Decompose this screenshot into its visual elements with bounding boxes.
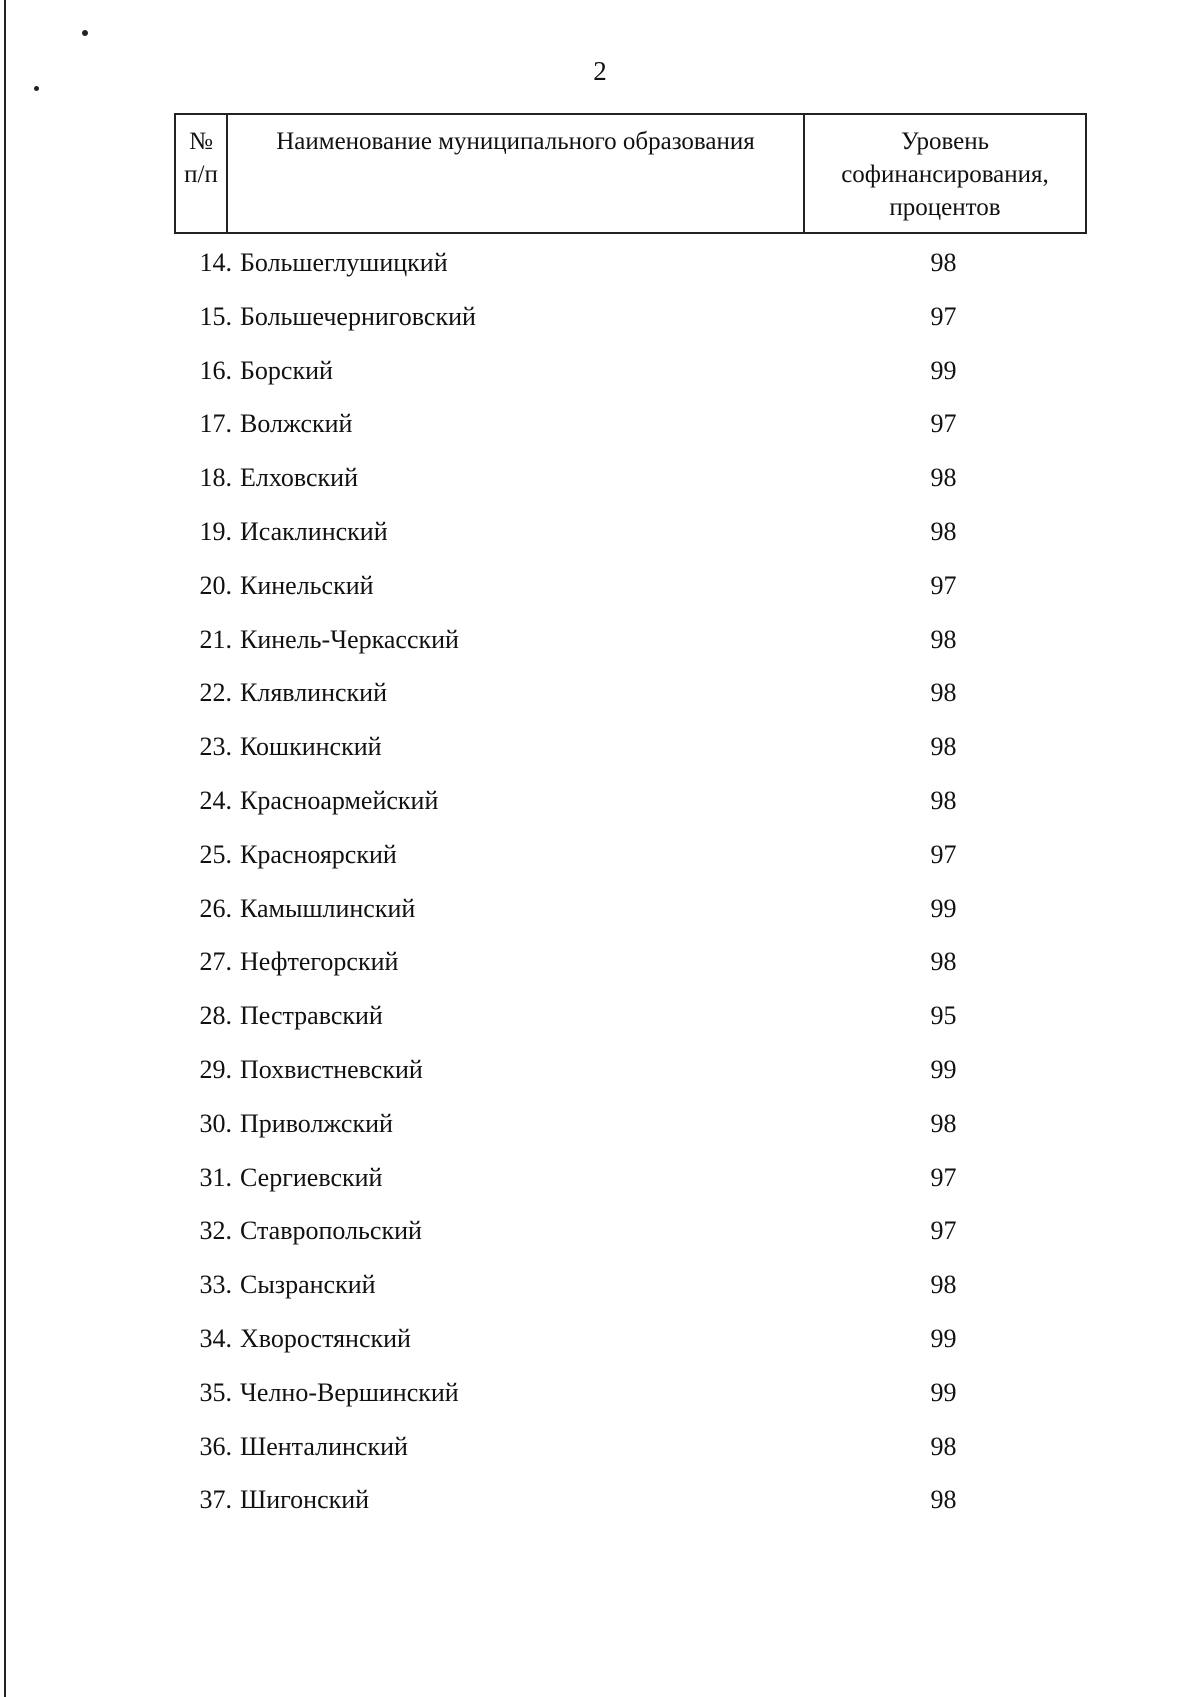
row-number: 14. bbox=[199, 248, 232, 277]
row-number: 29. bbox=[199, 1054, 232, 1084]
municipality-name: Сергиевский bbox=[240, 1162, 383, 1192]
table-row bbox=[174, 620, 1087, 674]
row-number: 19. bbox=[199, 516, 232, 546]
scan-speck bbox=[34, 86, 39, 91]
cofinancing-level: 98 bbox=[930, 1485, 957, 1515]
header-name: Наименование муниципального образования bbox=[227, 114, 804, 233]
municipality-name: Большеглушицкий bbox=[240, 248, 448, 277]
table-row bbox=[174, 835, 1087, 889]
table-row bbox=[174, 1319, 1087, 1373]
table-row bbox=[174, 351, 1087, 405]
header-row bbox=[175, 114, 1086, 233]
cofinancing-level: 98 bbox=[930, 947, 957, 977]
cofinancing-level: 97 bbox=[930, 1162, 957, 1192]
cofinancing-level: 98 bbox=[930, 1270, 957, 1300]
table-header bbox=[174, 113, 1087, 234]
row-number: 17. bbox=[199, 409, 232, 439]
table-row bbox=[174, 889, 1087, 943]
cofinancing-level: 97 bbox=[930, 1216, 957, 1246]
municipality-name: Исаклинский bbox=[240, 516, 388, 546]
header-number: № п/п bbox=[175, 114, 227, 233]
cofinancing-level: 98 bbox=[930, 1431, 957, 1461]
table-body bbox=[174, 243, 1087, 1534]
row-number: 23. bbox=[199, 732, 232, 762]
cofinancing-level: 97 bbox=[930, 409, 957, 439]
row-number: 34. bbox=[199, 1323, 232, 1353]
table-row bbox=[174, 1480, 1087, 1534]
table-row bbox=[174, 404, 1087, 458]
cofinancing-level: 98 bbox=[930, 463, 957, 493]
row-number: 32. bbox=[199, 1216, 232, 1246]
municipality-name: Камышлинский bbox=[240, 893, 416, 923]
municipality-name: Красноармейский bbox=[240, 785, 439, 815]
table-row bbox=[174, 1104, 1087, 1158]
municipality-name: Шенталинский bbox=[240, 1431, 408, 1461]
row-number: 26. bbox=[199, 893, 232, 923]
municipality-name: Хворостянский bbox=[240, 1323, 411, 1353]
table-row bbox=[174, 1427, 1087, 1481]
table-row bbox=[174, 1050, 1087, 1104]
municipality-name: Кошкинский bbox=[240, 732, 382, 762]
cofinancing-level: 97 bbox=[930, 839, 957, 869]
row-number: 33. bbox=[199, 1270, 232, 1300]
municipality-name: Елховский bbox=[240, 463, 358, 493]
municipality-name: Сызранский bbox=[240, 1270, 376, 1300]
row-number: 15. bbox=[199, 301, 232, 331]
municipality-name: Клявлинский bbox=[240, 678, 388, 708]
cofinancing-level: 95 bbox=[930, 1001, 957, 1031]
cofinancing-level: 98 bbox=[930, 678, 957, 708]
municipality-name: Челно-Вершинский bbox=[240, 1377, 459, 1407]
cofinancing-level: 99 bbox=[930, 355, 957, 385]
cofinancing-level: 99 bbox=[930, 1323, 957, 1353]
row-number: 37. bbox=[199, 1485, 232, 1515]
table-row bbox=[174, 1158, 1087, 1212]
cofinancing-level: 98 bbox=[930, 516, 957, 546]
row-number: 21. bbox=[199, 624, 232, 654]
municipality-name: Приволжский bbox=[240, 1108, 393, 1138]
municipality-name: Кинельский bbox=[240, 570, 374, 600]
row-number: 36. bbox=[199, 1431, 232, 1461]
row-number: 35. bbox=[199, 1377, 232, 1407]
table-row bbox=[174, 942, 1087, 996]
scan-left-edge bbox=[4, 0, 6, 1697]
table-row bbox=[174, 297, 1087, 351]
table-row bbox=[174, 458, 1087, 512]
municipality-name: Кинель-Черкасский bbox=[240, 624, 459, 654]
row-number: 27. bbox=[199, 947, 232, 977]
row-number: 31. bbox=[199, 1162, 232, 1192]
cofinancing-level: 98 bbox=[930, 1108, 957, 1138]
cofinancing-level: 98 bbox=[930, 732, 957, 762]
row-number: 28. bbox=[199, 1001, 232, 1031]
cofinancing-level: 98 bbox=[930, 785, 957, 815]
municipality-name: Волжский bbox=[240, 409, 353, 439]
municipality-name: Пестравский bbox=[240, 1001, 383, 1031]
table-row bbox=[174, 243, 1087, 297]
municipality-name: Похвистневский bbox=[240, 1054, 423, 1084]
municipality-name: Шигонский bbox=[240, 1485, 370, 1515]
cofinancing-level: 99 bbox=[930, 1377, 957, 1407]
header-level: Уровень софинансирования, процентов bbox=[804, 114, 1086, 233]
municipality-name: Ставропольский bbox=[240, 1216, 422, 1246]
row-number: 20. bbox=[199, 570, 232, 600]
table-row bbox=[174, 1211, 1087, 1265]
page-number: 2 bbox=[593, 56, 607, 86]
table-row bbox=[174, 727, 1087, 781]
row-number: 24. bbox=[199, 785, 232, 815]
table-row bbox=[174, 566, 1087, 620]
row-number: 25. bbox=[199, 839, 232, 869]
cofinancing-level: 97 bbox=[930, 301, 957, 331]
cofinancing-level: 99 bbox=[930, 893, 957, 923]
table-row bbox=[174, 1373, 1087, 1427]
cofinancing-level: 98 bbox=[930, 248, 957, 277]
municipality-name: Нефтегорский bbox=[240, 947, 399, 977]
row-number: 18. bbox=[199, 463, 232, 493]
row-number: 16. bbox=[199, 355, 232, 385]
municipality-name: Борский bbox=[240, 355, 333, 385]
cofinancing-level: 98 bbox=[930, 624, 957, 654]
municipality-name: Красноярский bbox=[240, 839, 397, 869]
table-row bbox=[174, 996, 1087, 1050]
scan-speck bbox=[82, 30, 88, 36]
table-row bbox=[174, 781, 1087, 835]
cofinancing-level: 97 bbox=[930, 570, 957, 600]
row-number: 30. bbox=[199, 1108, 232, 1138]
table-row bbox=[174, 1265, 1087, 1319]
cofinancing-level: 99 bbox=[930, 1054, 957, 1084]
table-row bbox=[174, 512, 1087, 566]
municipality-name: Большечерниговский bbox=[240, 301, 476, 331]
table-row bbox=[174, 673, 1087, 727]
row-number: 22. bbox=[199, 678, 232, 708]
